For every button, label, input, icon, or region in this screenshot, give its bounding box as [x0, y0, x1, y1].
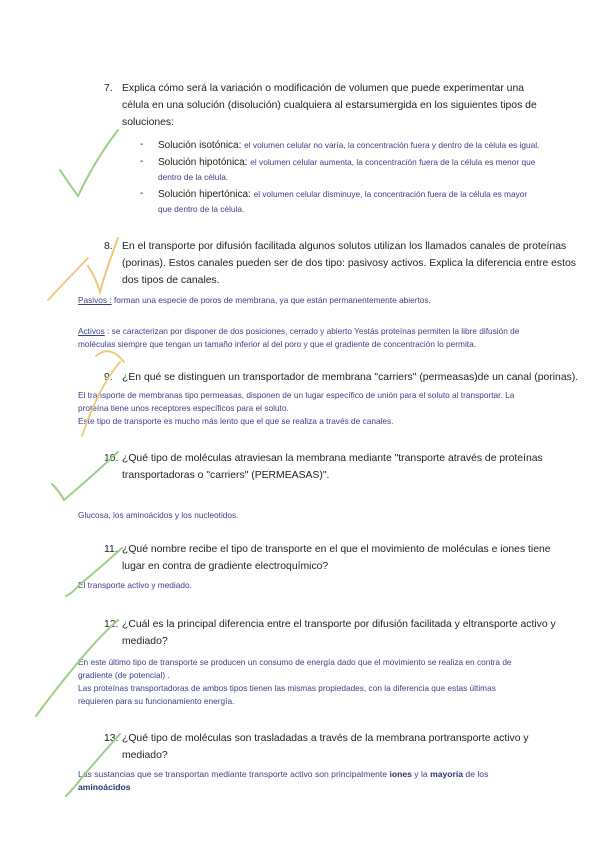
- question-8: [104, 238, 592, 289]
- answer-text: : se caracterizan por disponer de dos posiciones, cerrado y abierto Yestás proteínas permiten la libre difusión de: [104, 326, 520, 336]
- answer-text: moléculas siempre que tengan un tamaño inferior al del poro y que el gradiente de concentración lo permita.: [78, 339, 477, 349]
- answer-bold: mayoría: [430, 769, 464, 779]
- answer-activos: [78, 325, 598, 351]
- question-line: (porinas). Estos canales pueden ser de dos tipo: pasivosy activos. Explica la diferencia entre estos: [122, 258, 576, 269]
- check-mark-icon: [60, 130, 118, 196]
- question-line: ¿Cuál es la principal diferencia entre el transporte por difusión facilitada y eltransporte activo y: [122, 619, 556, 630]
- check-mark-icon: [96, 351, 124, 362]
- bullet-label: Solución hipotónica:: [158, 157, 248, 168]
- question-number: 8.: [104, 241, 113, 252]
- answer-line: proteína tiene unos receptores específicos para el soluto.: [78, 403, 289, 413]
- answer-line: Las proteínas transportadoras de ambos tipos tienen las mismas propiedades, con la diferencia que estas últimas: [78, 683, 496, 693]
- question-line: ¿Qué nombre recibe el tipo de transporte en el que el movimiento de moléculas e iones tiene: [122, 544, 551, 555]
- answer-bold: aminoácidos: [78, 782, 131, 792]
- answer-text: forman una especie de poros de membrana, ya que están permanentemente abiertos.: [111, 295, 431, 305]
- bullet-answer: el volumen celular aumenta, la concentración fuera de la célula es menor que: [250, 157, 536, 167]
- question-line: ¿Qué tipo de moléculas atraviesan la membrana mediante "transporte através de proteínas: [122, 453, 543, 464]
- question-line: soluciones:: [122, 117, 174, 128]
- answer-10: [78, 509, 598, 522]
- answer-bold: iones: [389, 769, 412, 779]
- answer-11: [78, 579, 598, 592]
- question-number: 12.: [104, 619, 119, 630]
- answer-text: de los: [463, 769, 489, 779]
- bullet-answer-cont: dentro de la célula.: [158, 172, 229, 182]
- bullet-label: Solución isotónica:: [158, 140, 242, 151]
- answer-text: y la: [411, 769, 431, 779]
- bullet-answer: el volumen celular disminuye, la concentración fuera de la célula es mayor: [253, 189, 528, 199]
- question-line: mediado?: [122, 636, 168, 647]
- bullet-hipotonica: [140, 155, 588, 185]
- answer-label: Pasivos :: [78, 295, 112, 305]
- answer-line: Este tipo de transporte es mucho más lento que el que se realiza a través de canales.: [78, 416, 394, 426]
- bullet-dash: -: [140, 156, 144, 167]
- question-number: 13.: [104, 733, 119, 744]
- answer-line: El transporte de membranas tipo permeasas, disponen de un lugar específico de unión para el soluto al transportar. La: [78, 390, 515, 400]
- question-number: 11.: [104, 544, 118, 555]
- question-12: [104, 616, 582, 650]
- question-7: [104, 80, 582, 131]
- bullet-answer-cont: que dentro de la célula.: [158, 204, 245, 214]
- question-line: ¿Qué tipo de moléculas son trasladadas a través de la membrana portransporte activo y: [122, 733, 529, 744]
- answer-12: [78, 656, 598, 708]
- answer-line: Glucosa, los aminoácidos y los nucleotidos.: [78, 510, 239, 520]
- question-9: [104, 369, 592, 386]
- bullet-isotonica: [140, 138, 588, 153]
- question-number: 7.: [104, 83, 113, 94]
- answer-pasivos: [78, 294, 598, 307]
- question-number: 9.: [104, 372, 113, 383]
- question-number: 10.: [104, 453, 119, 464]
- answer-9: [78, 389, 598, 428]
- question-line: En el transporte por difusión facilitada algunos solutos utilizan los llamados canales de proteínas: [122, 241, 567, 252]
- bullet-dash: -: [140, 188, 144, 199]
- question-line: dos tipos de canales.: [122, 275, 220, 286]
- bullet-label: Solución hipertónica:: [158, 189, 251, 200]
- question-line: ¿En qué se distinguen un transportador de membrana "carriers" (permeasas)de un canal (porinas).: [122, 372, 579, 383]
- answer-line: En este último tipo de transporte se producen un consumo de energía dado que el movimiento se realiza en contra de: [78, 657, 512, 667]
- question-10: [104, 450, 582, 484]
- bullet-hipertonica: [140, 187, 588, 217]
- bullet-answer: el volumen celular no varía, la concentración fuera y dentro de la célula es igual.: [244, 140, 540, 150]
- answer-line: gradiente (de potencial) .: [78, 670, 170, 680]
- question-line: célula en una solución (disolución) cualquiera al estarsumergida en los siguientes tipos de: [122, 100, 537, 111]
- answer-13: [78, 768, 598, 794]
- question-line: transportadoras o "carriers" (PERMEASAS)".: [122, 470, 330, 481]
- answer-line: requieren para su funcionamiento energía.: [78, 696, 235, 706]
- answer-line: El transporte activo y mediado.: [78, 580, 192, 590]
- question-line: mediado?: [122, 750, 168, 761]
- bullet-dash: -: [140, 139, 144, 150]
- question-13: [104, 730, 582, 764]
- check-mark-icon: [88, 238, 118, 292]
- question-line: Explica cómo será la variación o modificación de volumen que puede experimentar una: [122, 83, 524, 94]
- question-line: lugar en contra de gradiente electroquímico?: [122, 561, 329, 572]
- question-11: [104, 541, 582, 575]
- answer-label: Activos: [78, 326, 105, 336]
- answer-text: Las sustancias que se transportan mediante transporte activo son principalmente: [78, 769, 390, 779]
